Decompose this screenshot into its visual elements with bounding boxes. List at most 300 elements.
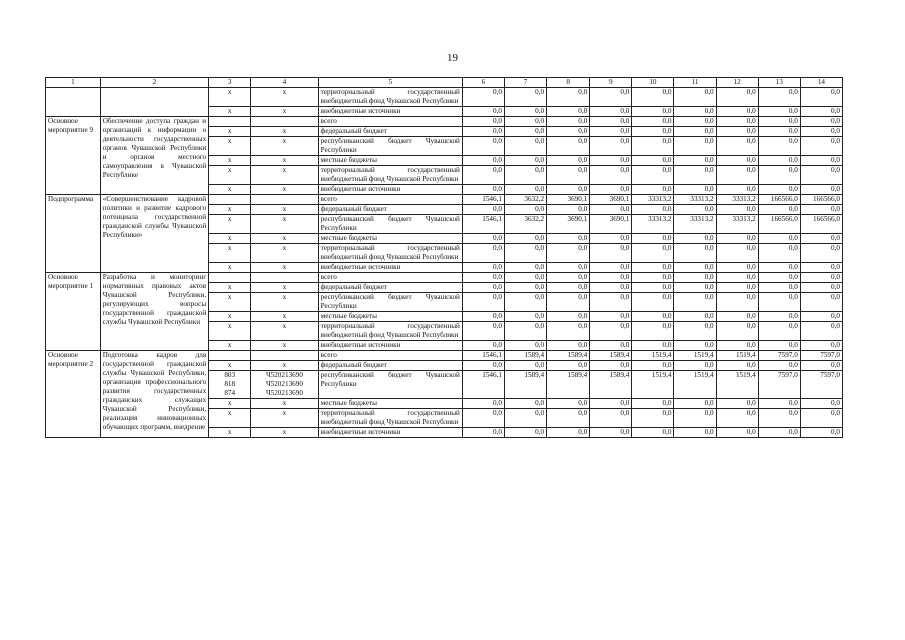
- value-cell: 0,0: [758, 185, 800, 195]
- value-cell: 0,0: [800, 185, 842, 195]
- funding-source-cell: местные бюджеты: [318, 312, 462, 322]
- grbs-code-cell: х: [209, 312, 251, 322]
- value-cell: 7597,0: [758, 351, 800, 361]
- grbs-code-cell: х: [209, 341, 251, 351]
- value-cell: 0,0: [758, 399, 800, 409]
- value-cell: 0,0: [632, 361, 674, 371]
- target-code-cell: х: [251, 156, 318, 166]
- table-body: [46, 78, 843, 438]
- target-code-cell: х: [251, 244, 318, 263]
- value-cell: 0,0: [632, 244, 674, 263]
- funding-source-cell: внебюджетные источники: [318, 263, 462, 273]
- funding-source-cell: местные бюджеты: [318, 399, 462, 409]
- value-cell: 0,0: [505, 322, 547, 341]
- value-cell: 0,0: [505, 107, 547, 117]
- funding-source-cell: республиканский бюджет Чувашской Республики: [318, 137, 462, 156]
- funding-source-cell: территориальный государственный внебюджетный фонд Чувашской Республики: [318, 88, 462, 107]
- value-cell: 3690,1: [590, 195, 632, 205]
- grbs-code-cell: х: [209, 166, 251, 185]
- value-cell: 0,0: [674, 273, 716, 283]
- value-cell: 0,0: [462, 341, 504, 351]
- grbs-code-cell: х: [209, 215, 251, 234]
- value-cell: 0,0: [547, 166, 590, 185]
- target-code-cell: [251, 195, 318, 205]
- column-header: 9: [590, 78, 632, 88]
- value-cell: 0,0: [758, 107, 800, 117]
- grbs-code-cell: х: [209, 185, 251, 195]
- grbs-code-cell: х: [209, 244, 251, 263]
- value-cell: 0,0: [462, 322, 504, 341]
- value-cell: 1589,4: [505, 371, 547, 399]
- value-cell: 0,0: [758, 322, 800, 341]
- value-cell: 33313,2: [674, 195, 716, 205]
- value-cell: 0,0: [758, 234, 800, 244]
- value-cell: 1589,4: [547, 351, 590, 361]
- value-cell: 33313,2: [632, 195, 674, 205]
- value-cell: 0,0: [758, 137, 800, 156]
- value-cell: 0,0: [716, 234, 758, 244]
- table-row: [46, 117, 843, 127]
- value-cell: 0,0: [632, 322, 674, 341]
- value-cell: 3632,2: [505, 215, 547, 234]
- program-type-cell: Основное мероприятие 9: [46, 117, 101, 195]
- funding-source-cell: внебюджетные источники: [318, 341, 462, 351]
- grbs-code-cell: х: [209, 283, 251, 293]
- value-cell: 0,0: [462, 312, 504, 322]
- value-cell: 0,0: [716, 399, 758, 409]
- grbs-code-cell: х: [209, 293, 251, 312]
- value-cell: 0,0: [505, 409, 547, 428]
- value-cell: 0,0: [632, 234, 674, 244]
- grbs-code-cell: [209, 273, 251, 283]
- value-cell: 0,0: [547, 322, 590, 341]
- funding-source-cell: республиканский бюджет Чувашской Республики: [318, 293, 462, 312]
- value-cell: 0,0: [547, 205, 590, 215]
- value-cell: 0,0: [716, 88, 758, 107]
- value-cell: 0,0: [716, 341, 758, 351]
- grbs-code-cell: х: [209, 409, 251, 428]
- funding-source-cell: местные бюджеты: [318, 156, 462, 166]
- value-cell: 0,0: [462, 273, 504, 283]
- value-cell: 0,0: [674, 117, 716, 127]
- value-cell: 0,0: [462, 205, 504, 215]
- target-code-cell: х: [251, 341, 318, 351]
- value-cell: 0,0: [716, 117, 758, 127]
- value-cell: 0,0: [462, 137, 504, 156]
- value-cell: 0,0: [505, 117, 547, 127]
- value-cell: 0,0: [632, 205, 674, 215]
- value-cell: 0,0: [590, 137, 632, 156]
- value-cell: 0,0: [674, 341, 716, 351]
- value-cell: 0,0: [800, 399, 842, 409]
- value-cell: 0,0: [800, 263, 842, 273]
- value-cell: 0,0: [674, 244, 716, 263]
- value-cell: 0,0: [758, 273, 800, 283]
- value-cell: 0,0: [716, 127, 758, 137]
- value-cell: 0,0: [590, 361, 632, 371]
- funding-source-cell: республиканский бюджет Чувашской Республики: [318, 371, 462, 399]
- value-cell: 0,0: [800, 137, 842, 156]
- value-cell: 0,0: [462, 88, 504, 107]
- value-cell: 0,0: [547, 234, 590, 244]
- value-cell: 0,0: [590, 399, 632, 409]
- value-cell: 0,0: [716, 361, 758, 371]
- grbs-code-cell: [209, 195, 251, 205]
- value-cell: 1589,4: [590, 351, 632, 361]
- value-cell: 3632,2: [505, 195, 547, 205]
- funding-source-cell: внебюджетные источники: [318, 185, 462, 195]
- funding-source-cell: территориальный государственный внебюджетный фонд Чувашской Республики: [318, 322, 462, 341]
- value-cell: 1546,1: [462, 351, 504, 361]
- value-cell: 0,0: [716, 283, 758, 293]
- column-header: 3: [209, 78, 251, 88]
- value-cell: 0,0: [716, 156, 758, 166]
- value-cell: 0,0: [505, 273, 547, 283]
- value-cell: 0,0: [462, 399, 504, 409]
- target-code-cell: х: [251, 293, 318, 312]
- value-cell: 0,0: [590, 428, 632, 438]
- table-row: [46, 195, 843, 205]
- funding-source-cell: республиканский бюджет Чувашской Республики: [318, 215, 462, 234]
- value-cell: 0,0: [674, 399, 716, 409]
- value-cell: 0,0: [674, 156, 716, 166]
- value-cell: 1519,4: [716, 371, 758, 399]
- value-cell: 0,0: [632, 428, 674, 438]
- value-cell: 1589,4: [505, 351, 547, 361]
- value-cell: 0,0: [758, 428, 800, 438]
- funding-source-cell: федеральный бюджет: [318, 361, 462, 371]
- value-cell: 0,0: [505, 156, 547, 166]
- value-cell: 0,0: [547, 361, 590, 371]
- value-cell: 0,0: [547, 137, 590, 156]
- value-cell: 0,0: [758, 156, 800, 166]
- target-code-cell: х: [251, 409, 318, 428]
- value-cell: 0,0: [505, 428, 547, 438]
- value-cell: 0,0: [590, 156, 632, 166]
- value-cell: 0,0: [590, 205, 632, 215]
- value-cell: 0,0: [632, 399, 674, 409]
- column-header: 13: [758, 78, 800, 88]
- table-row: [46, 273, 843, 283]
- value-cell: 0,0: [590, 88, 632, 107]
- value-cell: 1546,1: [462, 195, 504, 205]
- value-cell: 0,0: [590, 409, 632, 428]
- value-cell: 0,0: [547, 399, 590, 409]
- value-cell: 0,0: [632, 283, 674, 293]
- table-row: [46, 351, 843, 361]
- value-cell: 0,0: [716, 185, 758, 195]
- value-cell: 0,0: [590, 293, 632, 312]
- value-cell: 0,0: [716, 205, 758, 215]
- value-cell: 166566,0: [800, 195, 842, 205]
- value-cell: 0,0: [505, 234, 547, 244]
- value-cell: 0,0: [632, 156, 674, 166]
- value-cell: 0,0: [462, 283, 504, 293]
- grbs-code-cell: [209, 117, 251, 127]
- grbs-code-cell: х: [209, 88, 251, 107]
- value-cell: 0,0: [800, 234, 842, 244]
- value-cell: 0,0: [462, 117, 504, 127]
- grbs-code-cell: х: [209, 107, 251, 117]
- value-cell: 0,0: [800, 322, 842, 341]
- value-cell: 1519,4: [674, 371, 716, 399]
- program-name-cell: [100, 88, 208, 117]
- value-cell: 3690,1: [547, 195, 590, 205]
- value-cell: 33313,2: [716, 195, 758, 205]
- value-cell: 0,0: [632, 409, 674, 428]
- value-cell: 0,0: [674, 409, 716, 428]
- value-cell: 0,0: [590, 341, 632, 351]
- column-header: 7: [505, 78, 547, 88]
- value-cell: 0,0: [547, 312, 590, 322]
- program-type-cell: Основное мероприятие 2: [46, 351, 101, 438]
- value-cell: 1519,4: [632, 351, 674, 361]
- target-code-cell: х: [251, 166, 318, 185]
- value-cell: 0,0: [800, 244, 842, 263]
- value-cell: 0,0: [674, 234, 716, 244]
- value-cell: 0,0: [547, 244, 590, 263]
- target-code-cell: [251, 351, 318, 361]
- value-cell: 0,0: [505, 263, 547, 273]
- value-cell: 0,0: [505, 399, 547, 409]
- value-cell: 0,0: [758, 88, 800, 107]
- funding-source-cell: всего: [318, 273, 462, 283]
- value-cell: 0,0: [716, 428, 758, 438]
- value-cell: 0,0: [590, 244, 632, 263]
- target-code-cell: х: [251, 215, 318, 234]
- value-cell: 0,0: [547, 283, 590, 293]
- value-cell: 0,0: [716, 273, 758, 283]
- value-cell: 166566,0: [758, 195, 800, 205]
- value-cell: 0,0: [800, 88, 842, 107]
- funding-source-cell: федеральный бюджет: [318, 127, 462, 137]
- value-cell: 0,0: [800, 156, 842, 166]
- column-header: 10: [632, 78, 674, 88]
- funding-source-cell: федеральный бюджет: [318, 205, 462, 215]
- value-cell: 33313,2: [716, 215, 758, 234]
- funding-source-cell: внебюджетные источники: [318, 107, 462, 117]
- value-cell: 0,0: [632, 137, 674, 156]
- value-cell: 0,0: [505, 166, 547, 185]
- funding-source-cell: внебюджетные источники: [318, 428, 462, 438]
- value-cell: 3690,1: [590, 215, 632, 234]
- value-cell: 0,0: [800, 166, 842, 185]
- value-cell: 0,0: [462, 185, 504, 195]
- value-cell: 0,0: [590, 107, 632, 117]
- program-name-cell: Подготовка кадров для государственной гражданской службы Чувашской Республики, организация профессионального развития государственных гражданских служащих Чувашской Республики, реализация инновационных обучающих программ, внедрение: [100, 351, 208, 438]
- grbs-code-cell: х: [209, 322, 251, 341]
- value-cell: 0,0: [674, 205, 716, 215]
- value-cell: 0,0: [632, 166, 674, 185]
- grbs-code-cell: х: [209, 137, 251, 156]
- funding-source-cell: всего: [318, 351, 462, 361]
- value-cell: 166566,0: [758, 215, 800, 234]
- value-cell: 0,0: [758, 117, 800, 127]
- value-cell: 0,0: [547, 127, 590, 137]
- grbs-code-cell: 803 818 874: [209, 371, 251, 399]
- value-cell: 0,0: [758, 263, 800, 273]
- value-cell: 0,0: [716, 322, 758, 341]
- value-cell: 0,0: [547, 263, 590, 273]
- value-cell: 0,0: [674, 185, 716, 195]
- value-cell: 0,0: [505, 283, 547, 293]
- column-header: 6: [462, 78, 504, 88]
- value-cell: 0,0: [462, 409, 504, 428]
- column-header: 2: [100, 78, 208, 88]
- value-cell: 0,0: [632, 107, 674, 117]
- program-type-cell: Основное мероприятие 1: [46, 273, 101, 351]
- value-cell: 0,0: [674, 127, 716, 137]
- column-header: 5: [318, 78, 462, 88]
- target-code-cell: х: [251, 312, 318, 322]
- grbs-code-cell: х: [209, 234, 251, 244]
- value-cell: 7597,0: [800, 351, 842, 361]
- funding-source-cell: территориальный государственный внебюджетный фонд Чувашской Республики: [318, 166, 462, 185]
- value-cell: 0,0: [800, 428, 842, 438]
- funding-source-cell: местные бюджеты: [318, 234, 462, 244]
- value-cell: 0,0: [547, 107, 590, 117]
- value-cell: 0,0: [547, 156, 590, 166]
- value-cell: 0,0: [505, 244, 547, 263]
- value-cell: 0,0: [547, 341, 590, 351]
- value-cell: 0,0: [590, 166, 632, 185]
- target-code-cell: х: [251, 88, 318, 107]
- value-cell: 0,0: [632, 127, 674, 137]
- value-cell: 1519,4: [632, 371, 674, 399]
- value-cell: 0,0: [547, 409, 590, 428]
- target-code-cell: Ч520213690 Ч520213690 Ч520213690: [251, 371, 318, 399]
- value-cell: 0,0: [547, 273, 590, 283]
- value-cell: 0,0: [505, 293, 547, 312]
- value-cell: 33313,2: [674, 215, 716, 234]
- column-header: 12: [716, 78, 758, 88]
- value-cell: 0,0: [590, 234, 632, 244]
- column-header: 4: [251, 78, 318, 88]
- grbs-code-cell: х: [209, 205, 251, 215]
- target-code-cell: х: [251, 137, 318, 156]
- value-cell: 0,0: [462, 127, 504, 137]
- value-cell: 7597,0: [800, 371, 842, 399]
- value-cell: 0,0: [632, 263, 674, 273]
- target-code-cell: [251, 273, 318, 283]
- value-cell: 0,0: [632, 312, 674, 322]
- value-cell: 0,0: [758, 244, 800, 263]
- grbs-code-cell: х: [209, 428, 251, 438]
- value-cell: 1519,4: [674, 351, 716, 361]
- target-code-cell: х: [251, 361, 318, 371]
- value-cell: 0,0: [758, 361, 800, 371]
- target-code-cell: [251, 117, 318, 127]
- value-cell: 0,0: [505, 205, 547, 215]
- value-cell: 0,0: [674, 166, 716, 185]
- target-code-cell: х: [251, 127, 318, 137]
- value-cell: 0,0: [547, 117, 590, 127]
- value-cell: 0,0: [505, 361, 547, 371]
- value-cell: 7597,0: [758, 371, 800, 399]
- target-code-cell: х: [251, 322, 318, 341]
- value-cell: 0,0: [632, 341, 674, 351]
- value-cell: 0,0: [758, 293, 800, 312]
- value-cell: 0,0: [462, 361, 504, 371]
- value-cell: 0,0: [758, 166, 800, 185]
- value-cell: 0,0: [716, 263, 758, 273]
- funding-source-cell: федеральный бюджет: [318, 283, 462, 293]
- value-cell: 0,0: [590, 273, 632, 283]
- value-cell: 0,0: [505, 185, 547, 195]
- value-cell: 0,0: [800, 273, 842, 283]
- target-code-cell: х: [251, 283, 318, 293]
- value-cell: 0,0: [800, 117, 842, 127]
- value-cell: 0,0: [800, 341, 842, 351]
- value-cell: 0,0: [632, 185, 674, 195]
- value-cell: 0,0: [547, 293, 590, 312]
- program-type-cell: Подпрограмма: [46, 195, 101, 273]
- grbs-code-cell: х: [209, 361, 251, 371]
- target-code-cell: х: [251, 234, 318, 244]
- value-cell: 0,0: [674, 107, 716, 117]
- value-cell: 0,0: [632, 88, 674, 107]
- value-cell: 33313,2: [632, 215, 674, 234]
- value-cell: 0,0: [547, 428, 590, 438]
- value-cell: 3690,1: [547, 215, 590, 234]
- value-cell: 0,0: [462, 244, 504, 263]
- column-header: 8: [547, 78, 590, 88]
- grbs-code-cell: [209, 351, 251, 361]
- value-cell: 0,0: [505, 341, 547, 351]
- value-cell: 1546,1: [462, 215, 504, 234]
- program-name-cell: Обеспечение доступа граждан и организаций к информации о деятельности государственных органов Чувашской Республики и органов местного самоуправления в Чувашской Республике: [100, 117, 208, 195]
- value-cell: 0,0: [716, 166, 758, 185]
- value-cell: 0,0: [462, 293, 504, 312]
- value-cell: 0,0: [547, 88, 590, 107]
- value-cell: 0,0: [590, 117, 632, 127]
- value-cell: 0,0: [462, 428, 504, 438]
- target-code-cell: х: [251, 263, 318, 273]
- program-name-cell: Разработка и мониторинг нормативных правовых актов Чувашской Республики, регулирующих вопросы государственной гражданской службы Чувашской Республики: [100, 273, 208, 351]
- value-cell: 0,0: [547, 185, 590, 195]
- target-code-cell: х: [251, 185, 318, 195]
- value-cell: 0,0: [505, 88, 547, 107]
- target-code-cell: х: [251, 107, 318, 117]
- value-cell: 0,0: [758, 127, 800, 137]
- value-cell: 0,0: [674, 263, 716, 273]
- target-code-cell: х: [251, 205, 318, 215]
- value-cell: 0,0: [674, 137, 716, 156]
- table-header-row: [46, 78, 843, 88]
- value-cell: 0,0: [674, 428, 716, 438]
- value-cell: 0,0: [758, 205, 800, 215]
- value-cell: 0,0: [716, 293, 758, 312]
- value-cell: 0,0: [590, 185, 632, 195]
- page-number: 19: [447, 52, 458, 64]
- value-cell: 1589,4: [547, 371, 590, 399]
- value-cell: 0,0: [716, 312, 758, 322]
- value-cell: 1519,4: [716, 351, 758, 361]
- value-cell: 0,0: [674, 283, 716, 293]
- value-cell: 0,0: [674, 293, 716, 312]
- grbs-code-cell: х: [209, 263, 251, 273]
- value-cell: 0,0: [716, 137, 758, 156]
- value-cell: 0,0: [590, 312, 632, 322]
- value-cell: 0,0: [800, 293, 842, 312]
- value-cell: 0,0: [800, 205, 842, 215]
- value-cell: 0,0: [632, 117, 674, 127]
- column-header: 14: [800, 78, 842, 88]
- value-cell: 0,0: [716, 409, 758, 428]
- value-cell: 1546,1: [462, 371, 504, 399]
- value-cell: 0,0: [758, 341, 800, 351]
- value-cell: 166566,0: [800, 215, 842, 234]
